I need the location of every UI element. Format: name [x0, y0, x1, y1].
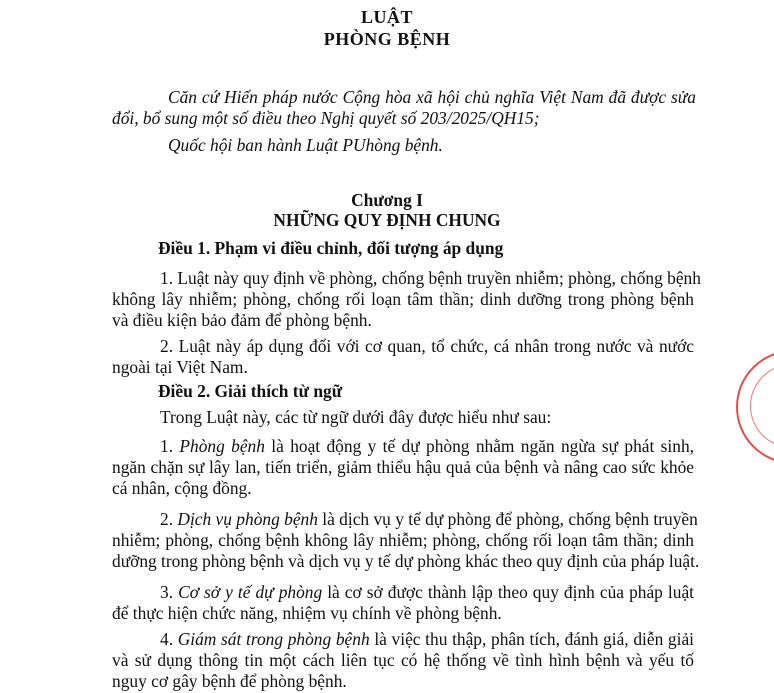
definition-line [160, 581, 694, 603]
definition-line: nhiễm; phòng, chống bệnh không lây nhiễm; phòng, chống rối loạn tâm thần; dinh [112, 530, 694, 550]
preamble-line: Căn cứ Hiến pháp nước Cộng hòa xã hội chủ nghĩa Việt Nam đã được sửa [168, 87, 696, 107]
clause-line: và điều kiện bảo đảm để phòng bệnh. [112, 310, 372, 330]
definition-text: là cơ sở được thành lập theo quy định của pháp luật [322, 582, 694, 602]
definition-number: 1. [160, 436, 180, 456]
definition-line: nguy cơ gây bệnh để phòng bệnh. [112, 671, 347, 691]
clause-line: 2. Luật này áp dụng đối với cơ quan, tổ chức, cá nhân trong nước và nước [160, 336, 694, 356]
clause-line: ngoài tại Việt Nam. [112, 357, 248, 377]
clause-line: 1. Luật này quy định về phòng, chống bệnh truyền nhiễm; phòng, chống bệnh [160, 268, 701, 288]
article-heading: Điều 1. Phạm vi điều chỉnh, đối tượng áp dụng [158, 238, 504, 258]
chapter-name: NHỮNG QUY ĐỊNH CHUNG [273, 210, 501, 230]
definition-text: là hoạt động y tế dự phòng nhằm ngăn ngừa sự phát sinh, [264, 436, 694, 456]
definition-number: 3. [160, 582, 179, 602]
definition-text: là dịch vụ y tế dự phòng để phòng, chống bệnh truyền [317, 509, 698, 529]
definition-term: Cơ sở y tế dự phòng [178, 582, 323, 602]
chapter-number: Chương I [351, 190, 423, 210]
definition-line: và sử dụng thông tin một cách liên tục có hệ thống về tình hình bệnh và yếu tố [112, 650, 694, 670]
definition-term: Phòng bệnh [179, 436, 265, 456]
definition-line [160, 435, 694, 457]
definition-term: Dịch vụ phòng bệnh [177, 509, 318, 529]
preamble-line: Quốc hội ban hành Luật PUhòng bệnh. [168, 135, 443, 155]
definition-number: 4. [160, 629, 178, 649]
article-heading: Điều 2. Giải thích từ ngữ [158, 381, 343, 401]
article-intro: Trong Luật này, các từ ngữ dưới đây được hiểu như sau: [160, 407, 552, 427]
definition-term: Giám sát trong phòng bệnh [177, 629, 370, 649]
law-title-name: PHÒNG BỆNH [323, 29, 451, 49]
definition-line [160, 628, 694, 650]
definition-number: 2. [160, 509, 178, 529]
definition-line: ngăn chặn sự lây lan, tiến triển, giảm thiểu hậu quả của bệnh và nâng cao sức khỏe [112, 457, 694, 477]
definition-text: là việc thu thập, phân tích, đánh giá, diễn giải [369, 629, 695, 649]
preamble-line: đổi, bổ sung một số điều theo Nghị quyết số 203/2025/QH15; [112, 108, 540, 128]
clause-line: không lây nhiễm; phòng, chống rối loạn tâm thần; dinh dưỡng trong phòng bệnh [112, 289, 694, 309]
definition-line: dưỡng trong phòng bệnh và dịch vụ y tế dự phòng khác theo quy định của pháp luật. [112, 551, 700, 571]
law-title-label: LUẬT [360, 7, 413, 27]
definition-line: cá nhân, cộng đồng. [112, 478, 252, 498]
definition-line [160, 508, 698, 530]
definition-line: để thực hiện chức năng, nhiệm vụ chính về phòng bệnh. [112, 603, 502, 623]
